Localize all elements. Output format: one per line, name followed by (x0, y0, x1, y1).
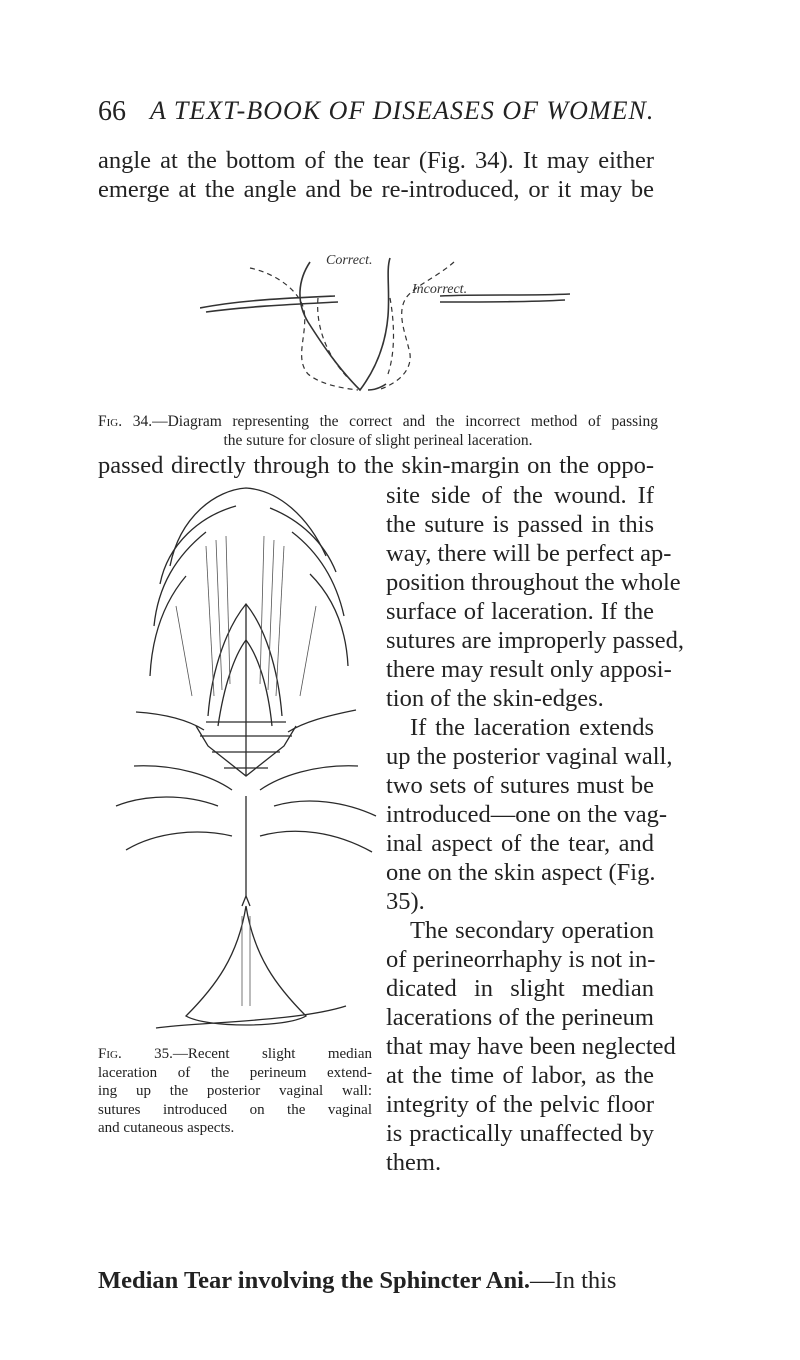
text-line: position throughout the whole (386, 569, 681, 596)
section-text: —In this (530, 1267, 617, 1294)
paragraph-top (98, 146, 654, 204)
caption-fig-label: Fig. 34. (98, 413, 153, 430)
label-correct: Correct. (326, 253, 373, 268)
figure-35-caption (98, 1045, 372, 1138)
text-line: If the laceration extends (410, 714, 654, 741)
text-line: there may result only apposi- (386, 656, 672, 683)
figure-35-perineum-illustration (96, 476, 378, 1036)
text-line: at the time of labor, as the (386, 1062, 654, 1089)
text-line: inal aspect of the tear, and (386, 830, 654, 857)
text-line-passed: passed directly through to the skin-margin on the oppo- (98, 452, 654, 479)
text-line: is practically unaffected by (386, 1120, 654, 1147)
caption-line: sutures introduced on the vaginal (98, 1101, 372, 1118)
text-line: one on the skin aspect (Fig. (386, 859, 656, 886)
text-line: The secondary operation (410, 917, 654, 944)
caption-line: and cutaneous aspects. (98, 1120, 235, 1136)
page-header (98, 96, 658, 136)
text-line: the suture is passed in this (386, 511, 654, 538)
caption-line: laceration of the perineum extend- (98, 1064, 372, 1081)
text-line: tion of the skin-edges. (386, 685, 604, 712)
text-line: surface of laceration. If the (386, 598, 654, 625)
text-line: 35). (386, 888, 425, 915)
text-line: sutures are improperly passed, (386, 627, 684, 654)
figure-34-suture-diagram (200, 250, 580, 400)
text-line: that may have been neglected (386, 1033, 676, 1060)
text-line: site side of the wound. If (386, 482, 654, 509)
text-line: introduced—one on the vag- (386, 801, 667, 828)
caption-line (98, 412, 658, 431)
text-line: dicated in slight median (386, 975, 654, 1002)
text-line: them. (386, 1149, 442, 1176)
page-number: 66 (98, 96, 126, 127)
text-line: up the posterior vaginal wall, (386, 743, 673, 770)
label-incorrect: Incorrect. (412, 282, 468, 297)
text-line: two sets of sutures must be (386, 772, 654, 799)
side-column-text (386, 481, 684, 1177)
text-line: lacerations of the perineum (386, 1004, 654, 1031)
text-line: integrity of the pelvic floor (386, 1091, 654, 1118)
caption-line: the suture for closure of slight perineal laceration. (223, 432, 533, 449)
caption-line (98, 1045, 372, 1064)
running-title: A TEXT-BOOK OF DISEASES OF WOMEN. (150, 96, 655, 125)
text-line: way, there will be perfect ap- (386, 540, 672, 567)
text-line: angle at the bottom of the tear (Fig. 34). It may either (98, 147, 654, 174)
section-heading: Median Tear involving the Sphincter Ani. (98, 1267, 531, 1294)
caption-text: —Diagram representing the correct and the incorrect method of passing (152, 413, 658, 430)
section-heading-line (98, 1266, 654, 1295)
text-line: of perineorrhaphy is not in- (386, 946, 656, 973)
figure-34-caption (98, 412, 658, 450)
caption-text: —Recent slight median (172, 1046, 372, 1062)
caption-fig-label: Fig. 35. (98, 1046, 173, 1062)
text-line: emerge at the angle and be re-introduced, or it may be (98, 176, 654, 203)
caption-line: ing up the posterior vaginal wall: (98, 1083, 372, 1099)
